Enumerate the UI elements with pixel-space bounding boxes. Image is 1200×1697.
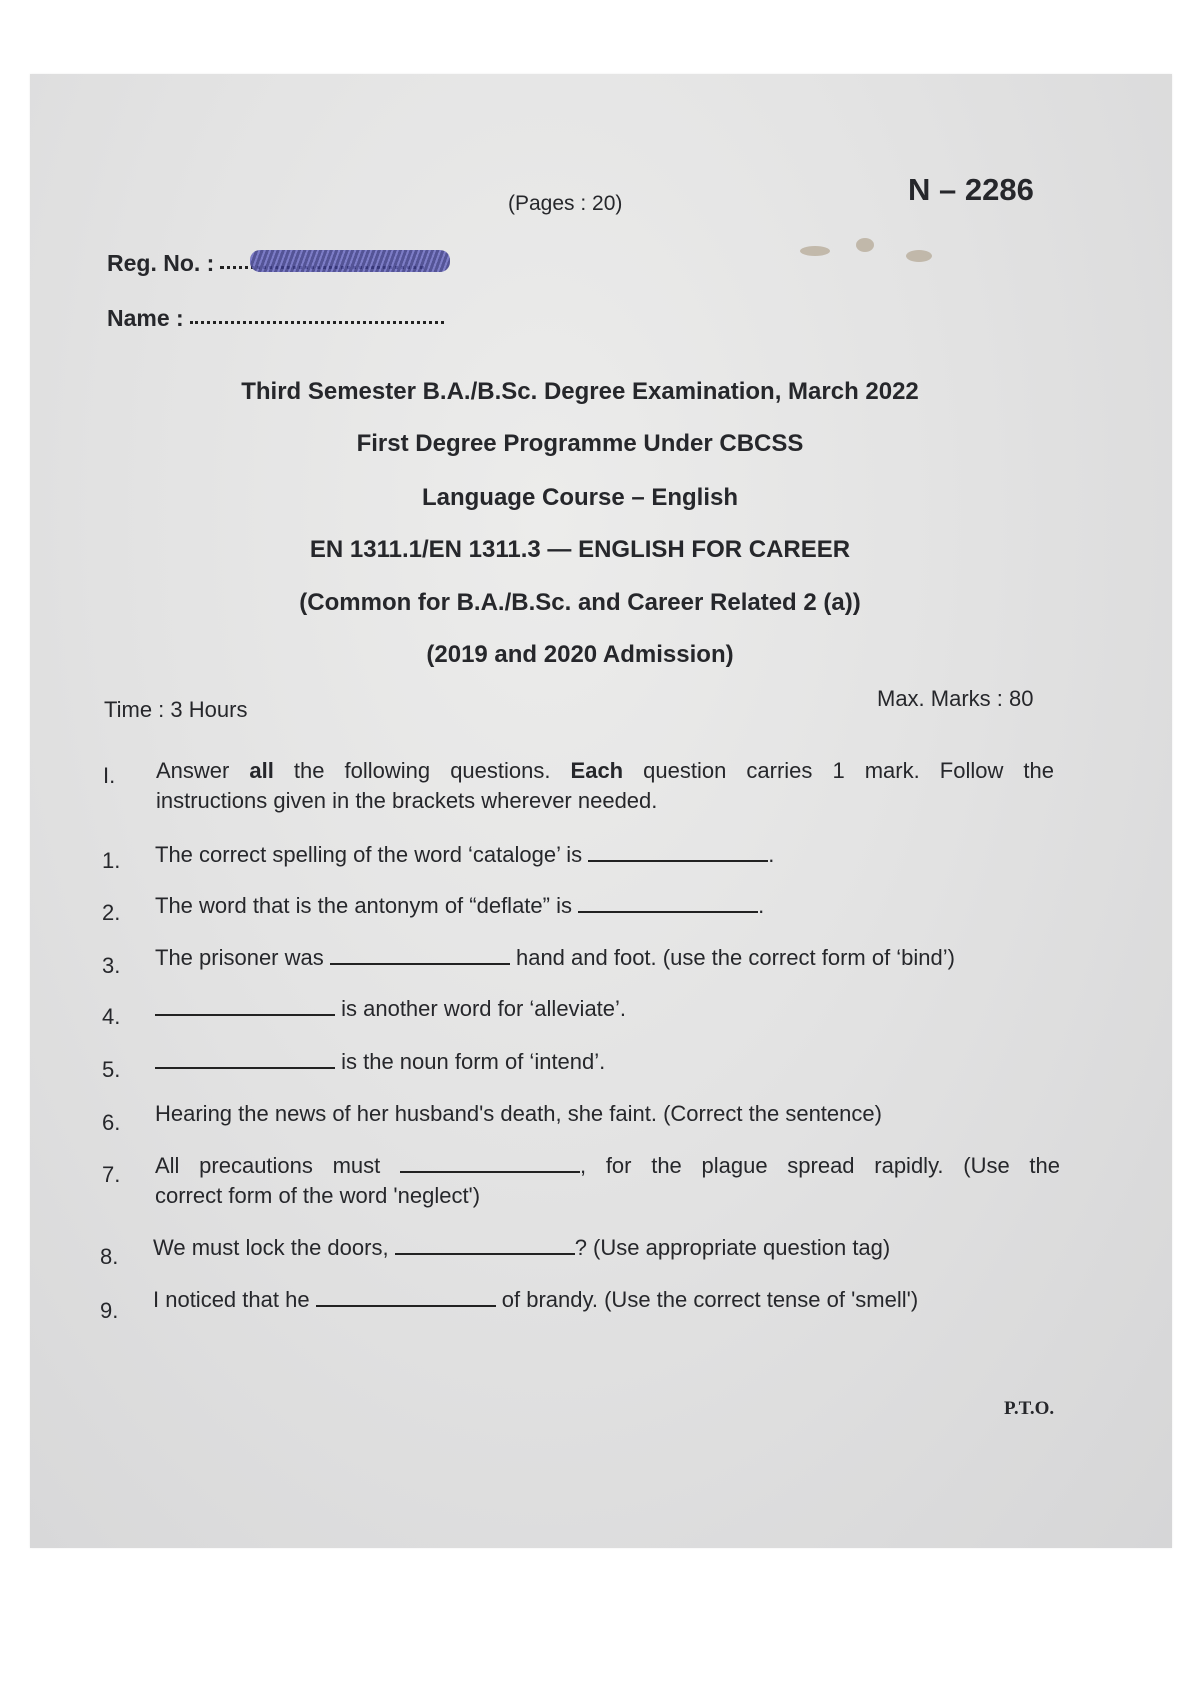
- question-number: 7.: [102, 1162, 121, 1187]
- question-number: 6.: [102, 1110, 121, 1135]
- answer-blank[interactable]: [578, 893, 758, 913]
- name-field: [107, 305, 444, 332]
- question-text: Hearing the news of her husband's death, she faint. (Correct the sentence): [155, 1101, 882, 1126]
- question-text: All precautions must , for the plague spread rapidly. (Use the: [155, 1153, 1060, 1178]
- question-text: I noticed that he of brandy. (Use the correct tense of 'smell'): [153, 1287, 919, 1312]
- stain-mark: [906, 250, 932, 262]
- name-label: Name :: [107, 305, 184, 331]
- reg-no-label: Reg. No. :: [107, 250, 215, 276]
- section-instruction-line1: Answer all the following questions. Each question carries 1 mark. Follow the: [156, 758, 1054, 783]
- page-count: (Pages : 20): [508, 192, 623, 215]
- question-text: We must lock the doors, ? (Use appropriate question tag): [153, 1235, 891, 1260]
- exam-title: Third Semester B.A./B.Sc. Degree Examination, March 2022: [241, 378, 919, 405]
- question-text: The word that is the antonym of “deflate” is .: [155, 893, 765, 918]
- question-text: The prisoner was hand and foot. (use the correct form of ‘bind’): [155, 945, 955, 970]
- name-dotted-line: [190, 321, 444, 324]
- question-number: 3.: [102, 953, 121, 978]
- answer-blank[interactable]: [400, 1153, 580, 1173]
- question-number: 1.: [102, 848, 121, 873]
- stain-mark: [856, 238, 874, 252]
- question-text-line2: correct form of the word 'neglect'): [155, 1183, 481, 1208]
- answer-blank[interactable]: [155, 1049, 335, 1069]
- section-instruction-line2: instructions given in the brackets wherever needed.: [156, 788, 658, 813]
- question-number: 2.: [102, 900, 121, 925]
- stain-mark: [800, 246, 830, 256]
- course-title: Language Course – English: [421, 484, 739, 511]
- common-for-note: (Common for B.A./B.Sc. and Career Related 2 (a)): [299, 589, 861, 616]
- question-number: 8.: [100, 1244, 119, 1269]
- paper-code: N – 2286: [908, 172, 1034, 207]
- max-marks: Max. Marks : 80: [877, 686, 1034, 711]
- paper-title: EN 1311.1/EN 1311.3 — ENGLISH FOR CAREER: [309, 536, 851, 563]
- please-turn-over: P.T.O.: [1004, 1398, 1055, 1419]
- question-number: 9.: [100, 1298, 119, 1323]
- question-text: The correct spelling of the word ‘cataloge’ is .: [155, 842, 775, 867]
- admission-note: (2019 and 2020 Admission): [426, 641, 734, 668]
- time-allowed: Time : 3 Hours: [104, 697, 248, 722]
- reg-no-scribble: [250, 250, 450, 272]
- answer-blank[interactable]: [330, 945, 510, 965]
- answer-blank[interactable]: [316, 1287, 496, 1307]
- programme-title: First Degree Programme Under CBCSS: [356, 430, 804, 457]
- answer-blank[interactable]: [155, 996, 335, 1016]
- question-text: is the noun form of ‘intend’.: [155, 1049, 605, 1075]
- question-number: 5.: [102, 1057, 121, 1082]
- section-number: I.: [103, 763, 116, 788]
- answer-blank[interactable]: [395, 1235, 575, 1255]
- answer-blank[interactable]: [588, 842, 768, 862]
- question-text: is another word for ‘alleviate’.: [155, 996, 626, 1022]
- question-number: 4.: [102, 1004, 121, 1029]
